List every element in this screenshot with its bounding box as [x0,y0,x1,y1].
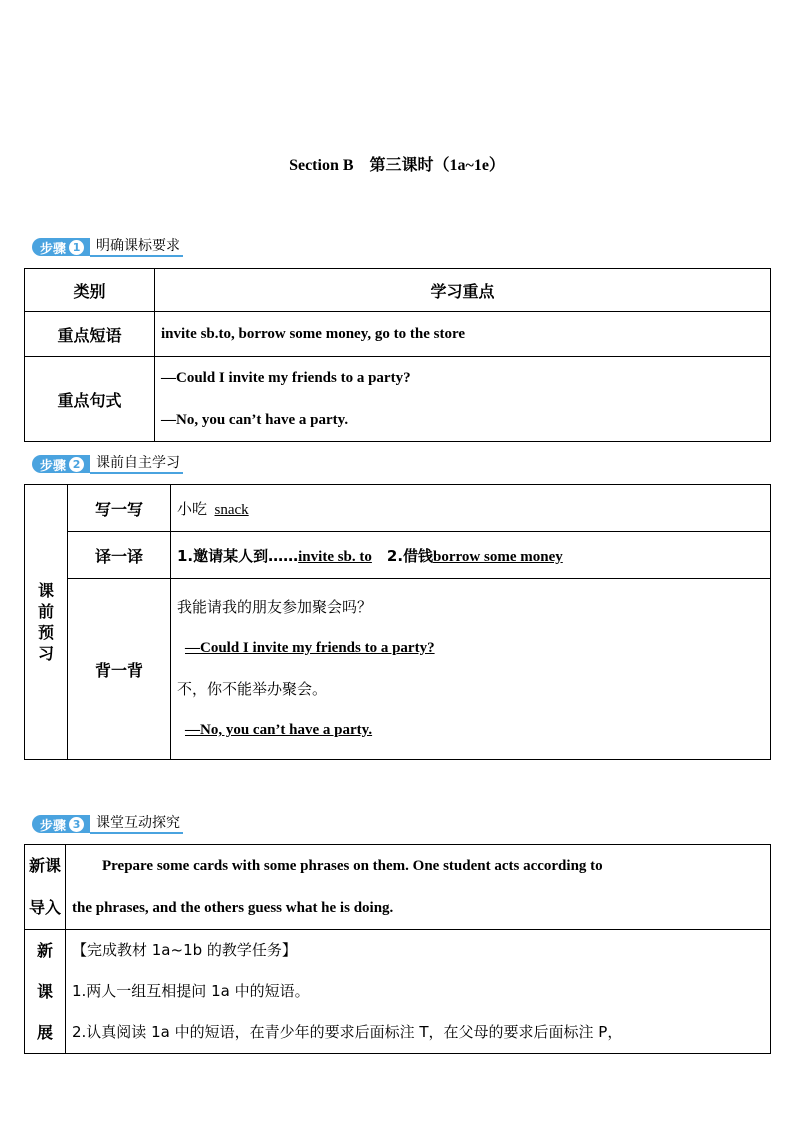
step-number: 3 [69,817,84,832]
new-lesson-content [66,930,771,1054]
phrases-label: 重点短语 [25,312,155,357]
step-badge [32,455,90,473]
step-badge-text: 步骤 [40,241,67,257]
recite-2-english: —No, you can’t have a party. [185,722,373,738]
step-1-table [24,268,771,442]
step-3-header [32,813,183,835]
translate-label: 译一译 [68,532,171,579]
intro-line-2: the phrases, and the others guess what he is doing. [72,900,394,916]
task-title: 【完成教材 1a~1b 的教学任务】 [72,941,297,959]
intro-line-1: Prepare some cards with some phrases on them. One student acts according to [102,858,603,874]
step-badge-text: 步骤 [40,458,67,474]
step-3-table [24,844,771,1054]
task-2: 2.认真阅读 1a 中的短语，在青少年的要求后面标注 T，在父母的要求后面标注 P， [72,1023,623,1041]
task-1: 1.两人一组互相提问 1a 中的短语。 [72,982,310,1000]
page-title: Section B 第三课时（1a~1e） [289,157,505,174]
step-2-header [32,453,183,475]
step-badge [32,238,90,256]
write-label: 写一写 [68,485,171,532]
new-label-char-2: 课 [36,982,53,1001]
new-label-char-1: 新 [36,941,53,960]
key-sentences [155,357,771,442]
step-badge-text: 步骤 [40,818,67,834]
key-phrases: invite sb.to, borrow some money, go to the store [155,312,771,357]
recite-label: 背一背 [68,579,171,760]
step-label: 课堂互动探究 [90,814,183,834]
recite-2-chinese: 不，你不能举办聚会。 [177,680,328,698]
intro-label-1: 新课 [28,856,61,875]
preview-label-text: 课前预习 [38,581,55,663]
header-focus: 学习重点 [155,269,771,312]
write-chinese: 小吃 [177,499,208,518]
translate-2-prompt: 2.借钱 [386,546,434,565]
new-lesson-label [25,930,66,1054]
recite-1-chinese: 我能请我的朋友参加聚会吗？ [177,598,373,616]
write-cell [171,485,771,532]
translate-2-answer: borrow some money [433,548,563,565]
step-number: 1 [69,240,84,255]
step-number: 2 [69,457,84,472]
preview-section-label [25,485,68,760]
translate-cell [171,532,771,579]
intro-text [66,845,771,930]
recite-1-english: —Could I invite my friends to a party? [185,640,435,656]
write-answer: snack [214,501,249,518]
recite-cell [171,579,771,760]
sentence-1: —Could I invite my friends to a party? [161,370,411,386]
intro-label-2: 导入 [28,898,61,917]
step-label: 明确课标要求 [90,237,183,257]
intro-label [25,845,66,930]
translate-1-answer: invite sb. to [298,548,372,565]
header-category: 类别 [25,269,155,312]
step-label: 课前自主学习 [90,454,183,474]
sentence-2: —No, you can’t have a party. [161,412,349,428]
step-badge [32,815,90,833]
sentences-label: 重点句式 [25,357,155,442]
step-1-header [32,236,183,258]
step-2-table [24,484,771,760]
new-label-char-3: 展 [36,1023,53,1042]
translate-1-prompt: 1.邀请某人到…… [177,546,299,565]
